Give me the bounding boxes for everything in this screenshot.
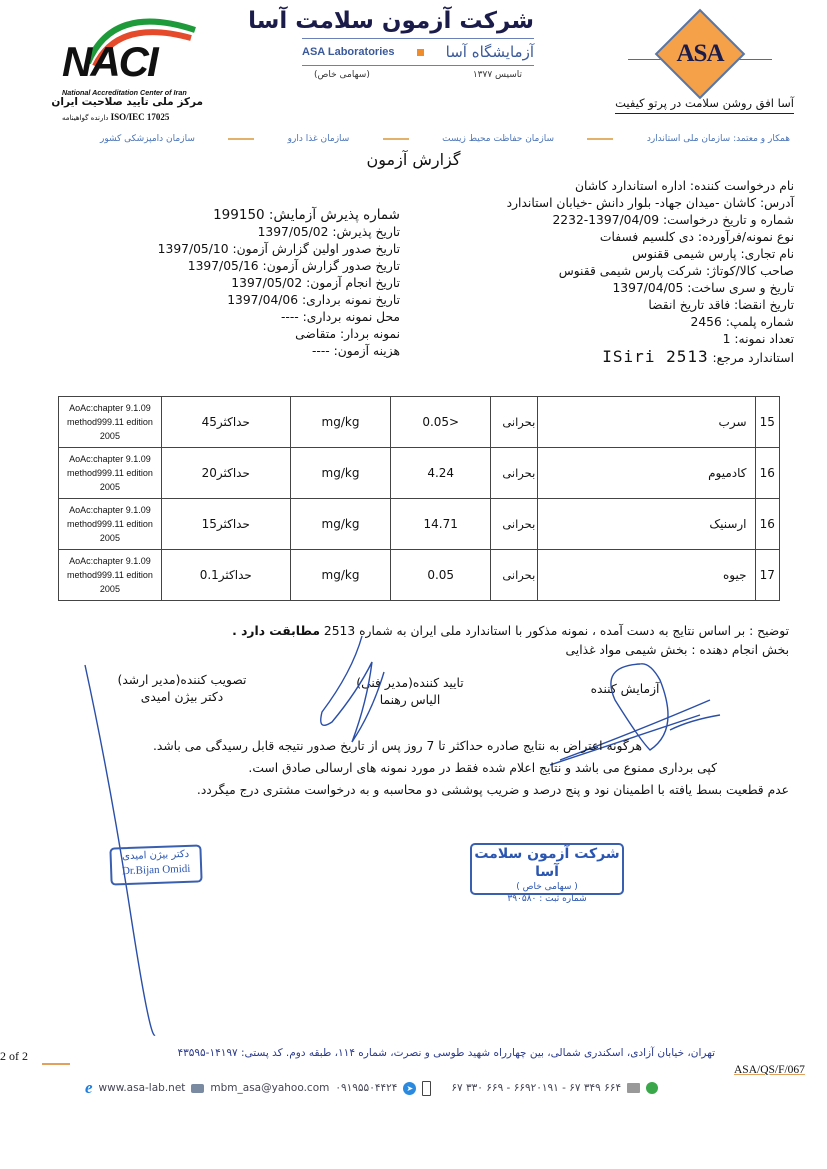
signature-scribble-icon — [520, 660, 740, 770]
department-note: بخش انجام دهنده : بخش شیمی مواد غذایی — [565, 643, 789, 657]
value-cell: 0.05 — [391, 550, 491, 601]
reference-label: استاندارد مرجع: — [712, 351, 794, 365]
status-cell: بحرانی — [491, 550, 538, 601]
square-bullet-icon — [417, 49, 424, 56]
stamp-company-title: شرکت آزمون سلامت آسا — [474, 846, 620, 880]
company-stamp — [470, 843, 624, 904]
info-line: تاریخ انقضا: فاقد تاریخ انقضا — [648, 298, 794, 312]
method-line: 2005 — [99, 431, 120, 441]
page-number: 2 of 2 — [0, 1049, 28, 1063]
explanation-bold: مطابقت دارد . — [232, 624, 320, 638]
lab-name-persian: آزمایشگاه آسا — [445, 43, 534, 61]
table-row — [59, 448, 780, 499]
method-line: method999.11 edition — [66, 519, 153, 529]
info-line: شماره پلمپ: 2456 — [690, 315, 794, 329]
reference-handwritten: ISiri 2513 — [602, 347, 709, 366]
method-cell — [59, 499, 162, 550]
dash-divider — [228, 138, 254, 140]
fax-icon — [627, 1083, 640, 1093]
naci-iso-label: دارنده گواهینامه — [62, 114, 109, 122]
method-cell — [59, 397, 162, 448]
stamp-company-type: ( سهامی خاص ) — [516, 882, 578, 892]
disclaimer-line: کپی برداری ممنوع می باشد و نتایج اعلام شده فقط در مورد نمونه های ارسالی صادق است. — [248, 761, 717, 775]
info-line: نام درخواست کننده: اداره استاندارد کاشان — [574, 179, 794, 193]
method-line: AoAc:chapter 9.1.09 — [69, 556, 151, 566]
email-link[interactable]: mbm_asa@yahoo.com — [210, 1082, 330, 1094]
row-number-cell: 17 — [755, 550, 779, 601]
table-row — [59, 550, 780, 601]
test-name-cell: کادمیوم — [538, 448, 755, 499]
info-line: تعداد نمونه: 1 — [722, 332, 794, 346]
row-number-cell: 16 — [755, 499, 779, 550]
method-line: 2005 — [99, 533, 120, 543]
method-line: 2005 — [99, 482, 120, 492]
partner-lead: همکار و معتمد: سازمان ملی استاندارد — [646, 134, 790, 144]
asa-logo — [600, 12, 800, 122]
info-line: آدرس: کاشان -میدان جهاد- بلوار دانش -خیابان استاندارد — [506, 196, 794, 210]
naci-iso-number: ISO/IEC 17025 — [110, 112, 170, 122]
approver-role: تصویب کننده(مدیر ارشد) — [117, 673, 247, 687]
contact-row — [85, 1078, 658, 1098]
row-number-cell: 16 — [755, 448, 779, 499]
info-line: صاحب کالا/کوتاژ: شرکت پارس شیمی ققنوس — [558, 264, 794, 278]
partner-item: سازمان غذا دارو — [287, 134, 350, 144]
lab-name-english: ASA Laboratories — [302, 46, 395, 58]
unit-cell: mg/kg — [290, 499, 391, 550]
test-name-cell: ارسنیک — [538, 499, 755, 550]
stamp-persian: دکتر بیژن امیدی — [121, 848, 190, 863]
signature-scribble-icon — [312, 632, 392, 752]
request-info — [507, 178, 794, 367]
dash-divider — [587, 138, 613, 140]
partner-item: سازمان حفاظت محیط زیست — [442, 134, 554, 144]
asa-slogan: آسا افق روشن سلامت در پرتو کیفیت — [615, 96, 794, 114]
info-line: تاریخ صدور اولین گزارش آزمون: 1397/05/10 — [157, 242, 400, 256]
divider — [302, 65, 534, 66]
value-cell: 14.71 — [391, 499, 491, 550]
naci-wordmark: NACI — [62, 38, 157, 85]
asa-logo-text: ASA — [676, 40, 724, 67]
internet-explorer-icon: e — [85, 1078, 93, 1097]
company-type: (سهامی خاص) — [314, 70, 370, 80]
disclaimer-line: عدم قطعیت بسط یافته با اطمینان نود و پنج درصد و ضریب پوششی دو محاسبه و به درخواست مشتری درج میگردد. — [196, 783, 789, 797]
info-line: تاریخ و سری ساخت: 1397/04/05 — [612, 281, 794, 295]
method-line: AoAc:chapter 9.1.09 — [69, 505, 151, 515]
report-title: گزارش آزمون — [366, 150, 461, 169]
naci-english-name: National Accreditation Center of Iran — [62, 88, 187, 97]
unit-cell: mg/kg — [290, 397, 391, 448]
explanation-text: توضیح : بر اساس نتایج به دست آمده ، نمونه مذکور با استاندارد ملی ایران به شماره 2513 — [323, 624, 789, 638]
method-line: method999.11 edition — [66, 570, 153, 580]
value-cell: <0.05 — [391, 397, 491, 448]
confirmer-name: الیاس رهنما — [379, 693, 441, 707]
reference-standard-line — [507, 348, 794, 367]
dash-divider — [42, 1063, 70, 1065]
divider — [302, 38, 534, 39]
test-name-cell: سرب — [538, 397, 755, 448]
phone-numbers: ۶۶۴ ۳۴۹ ۶۷ - ۶۶۹۲۰۱۹۱ - ۶۶۹ ۳۳۰ ۶۷ — [451, 1082, 622, 1094]
founded-year: تاسیس ۱۳۷۷ — [472, 70, 522, 80]
info-line: نام تجاری: پارس شیمی ققنوس — [632, 247, 794, 261]
info-line: نوع نمونه/فرآورده: دی کلسیم فسفات — [599, 230, 794, 244]
confirmer-role: تایید کننده(مدیر فنی) — [356, 676, 464, 690]
acceptance-info — [130, 207, 400, 360]
partner-item: سازمان دامپزشکی کشور — [100, 134, 195, 144]
info-line: نمونه بردار: متقاضی — [295, 327, 400, 341]
company-title: شرکت آزمون سلامت آسا — [248, 8, 534, 34]
status-cell: بحرانی — [491, 397, 538, 448]
results-table — [58, 396, 780, 601]
info-line: تاریخ پذیرش: 1397/05/02 — [257, 225, 400, 239]
telegram-icon: ➤ — [403, 1082, 416, 1095]
naci-persian-name: مرکز ملی تایید صلاحیت ایران — [51, 96, 203, 108]
method-cell — [59, 550, 162, 601]
method-line: AoAc:chapter 9.1.09 — [69, 454, 151, 464]
row-number-cell: 15 — [755, 397, 779, 448]
company-header — [248, 8, 534, 80]
partner-strip — [100, 134, 790, 144]
acceptance-number: شماره پذیرش آزمایش: 199150 — [213, 207, 400, 223]
method-cell — [59, 448, 162, 499]
table-row — [59, 499, 780, 550]
limit-cell: حداکثر20 — [161, 448, 290, 499]
stamp-english: Dr.Bijan Omidi — [121, 862, 191, 878]
limit-cell: حداکثر0.1 — [161, 550, 290, 601]
value-cell: 4.24 — [391, 448, 491, 499]
method-line: AoAc:chapter 9.1.09 — [69, 403, 151, 413]
info-line: تاریخ نمونه برداری: 1397/04/06 — [227, 293, 400, 307]
website-link[interactable]: www.asa-lab.net — [98, 1082, 186, 1094]
method-line: method999.11 edition — [66, 468, 153, 478]
phone-icon — [422, 1081, 431, 1096]
unit-cell: mg/kg — [290, 550, 391, 601]
test-name-cell: جیوه — [538, 550, 755, 601]
status-cell: بحرانی — [491, 499, 538, 550]
tester-role: آزمایش کننده — [590, 682, 660, 696]
method-line: 2005 — [99, 584, 120, 594]
mobile-number: ۰۹۱۹۵۵۰۴۴۲۴ — [335, 1082, 398, 1094]
status-cell: بحرانی — [491, 448, 538, 499]
limit-cell: حداکثر45 — [161, 397, 290, 448]
omidi-stamp — [109, 844, 202, 885]
footer-address: تهران، خیابان آزادی، اسکندری شمالی، بین چهارراه شهید طوسی و نصرت، شماره ۱۱۴، طبقه دوم. کد پستی: ۱۴۱۹۷-۴۳۵۹۵ — [177, 1047, 715, 1059]
form-code: ASA/QS/F/067 — [734, 1064, 805, 1076]
naci-logo — [51, 8, 203, 126]
info-line: تاریخ صدور گزارش آزمون: 1397/05/16 — [187, 259, 400, 273]
stamp-company-reg: شماره ثبت : ۳۹۰۵۸۰ — [507, 894, 587, 904]
naci-iso — [62, 112, 169, 122]
info-line: هزینه آزمون: ---- — [311, 344, 400, 358]
info-line: محل نمونه برداری: ---- — [280, 310, 400, 324]
limit-cell: حداکثر15 — [161, 499, 290, 550]
disclaimer-line: هرگونه اعتراض به نتایج صادره حداکثر تا 7 روز پس از تاریخ صدور نتیجه قابل رسیدگی می باشد. — [152, 739, 642, 753]
unit-cell: mg/kg — [290, 448, 391, 499]
dash-divider — [383, 138, 409, 140]
whatsapp-icon — [646, 1082, 658, 1094]
info-line: شماره و تاریخ درخواست: 1397/04/09-2232 — [552, 213, 794, 227]
approver-name: دکتر بیژن امیدی — [140, 690, 224, 704]
email-icon — [191, 1084, 204, 1093]
method-line: method999.11 edition — [66, 417, 153, 427]
info-line: تاریخ انجام آزمون: 1397/05/02 — [231, 276, 400, 290]
table-row — [59, 397, 780, 448]
